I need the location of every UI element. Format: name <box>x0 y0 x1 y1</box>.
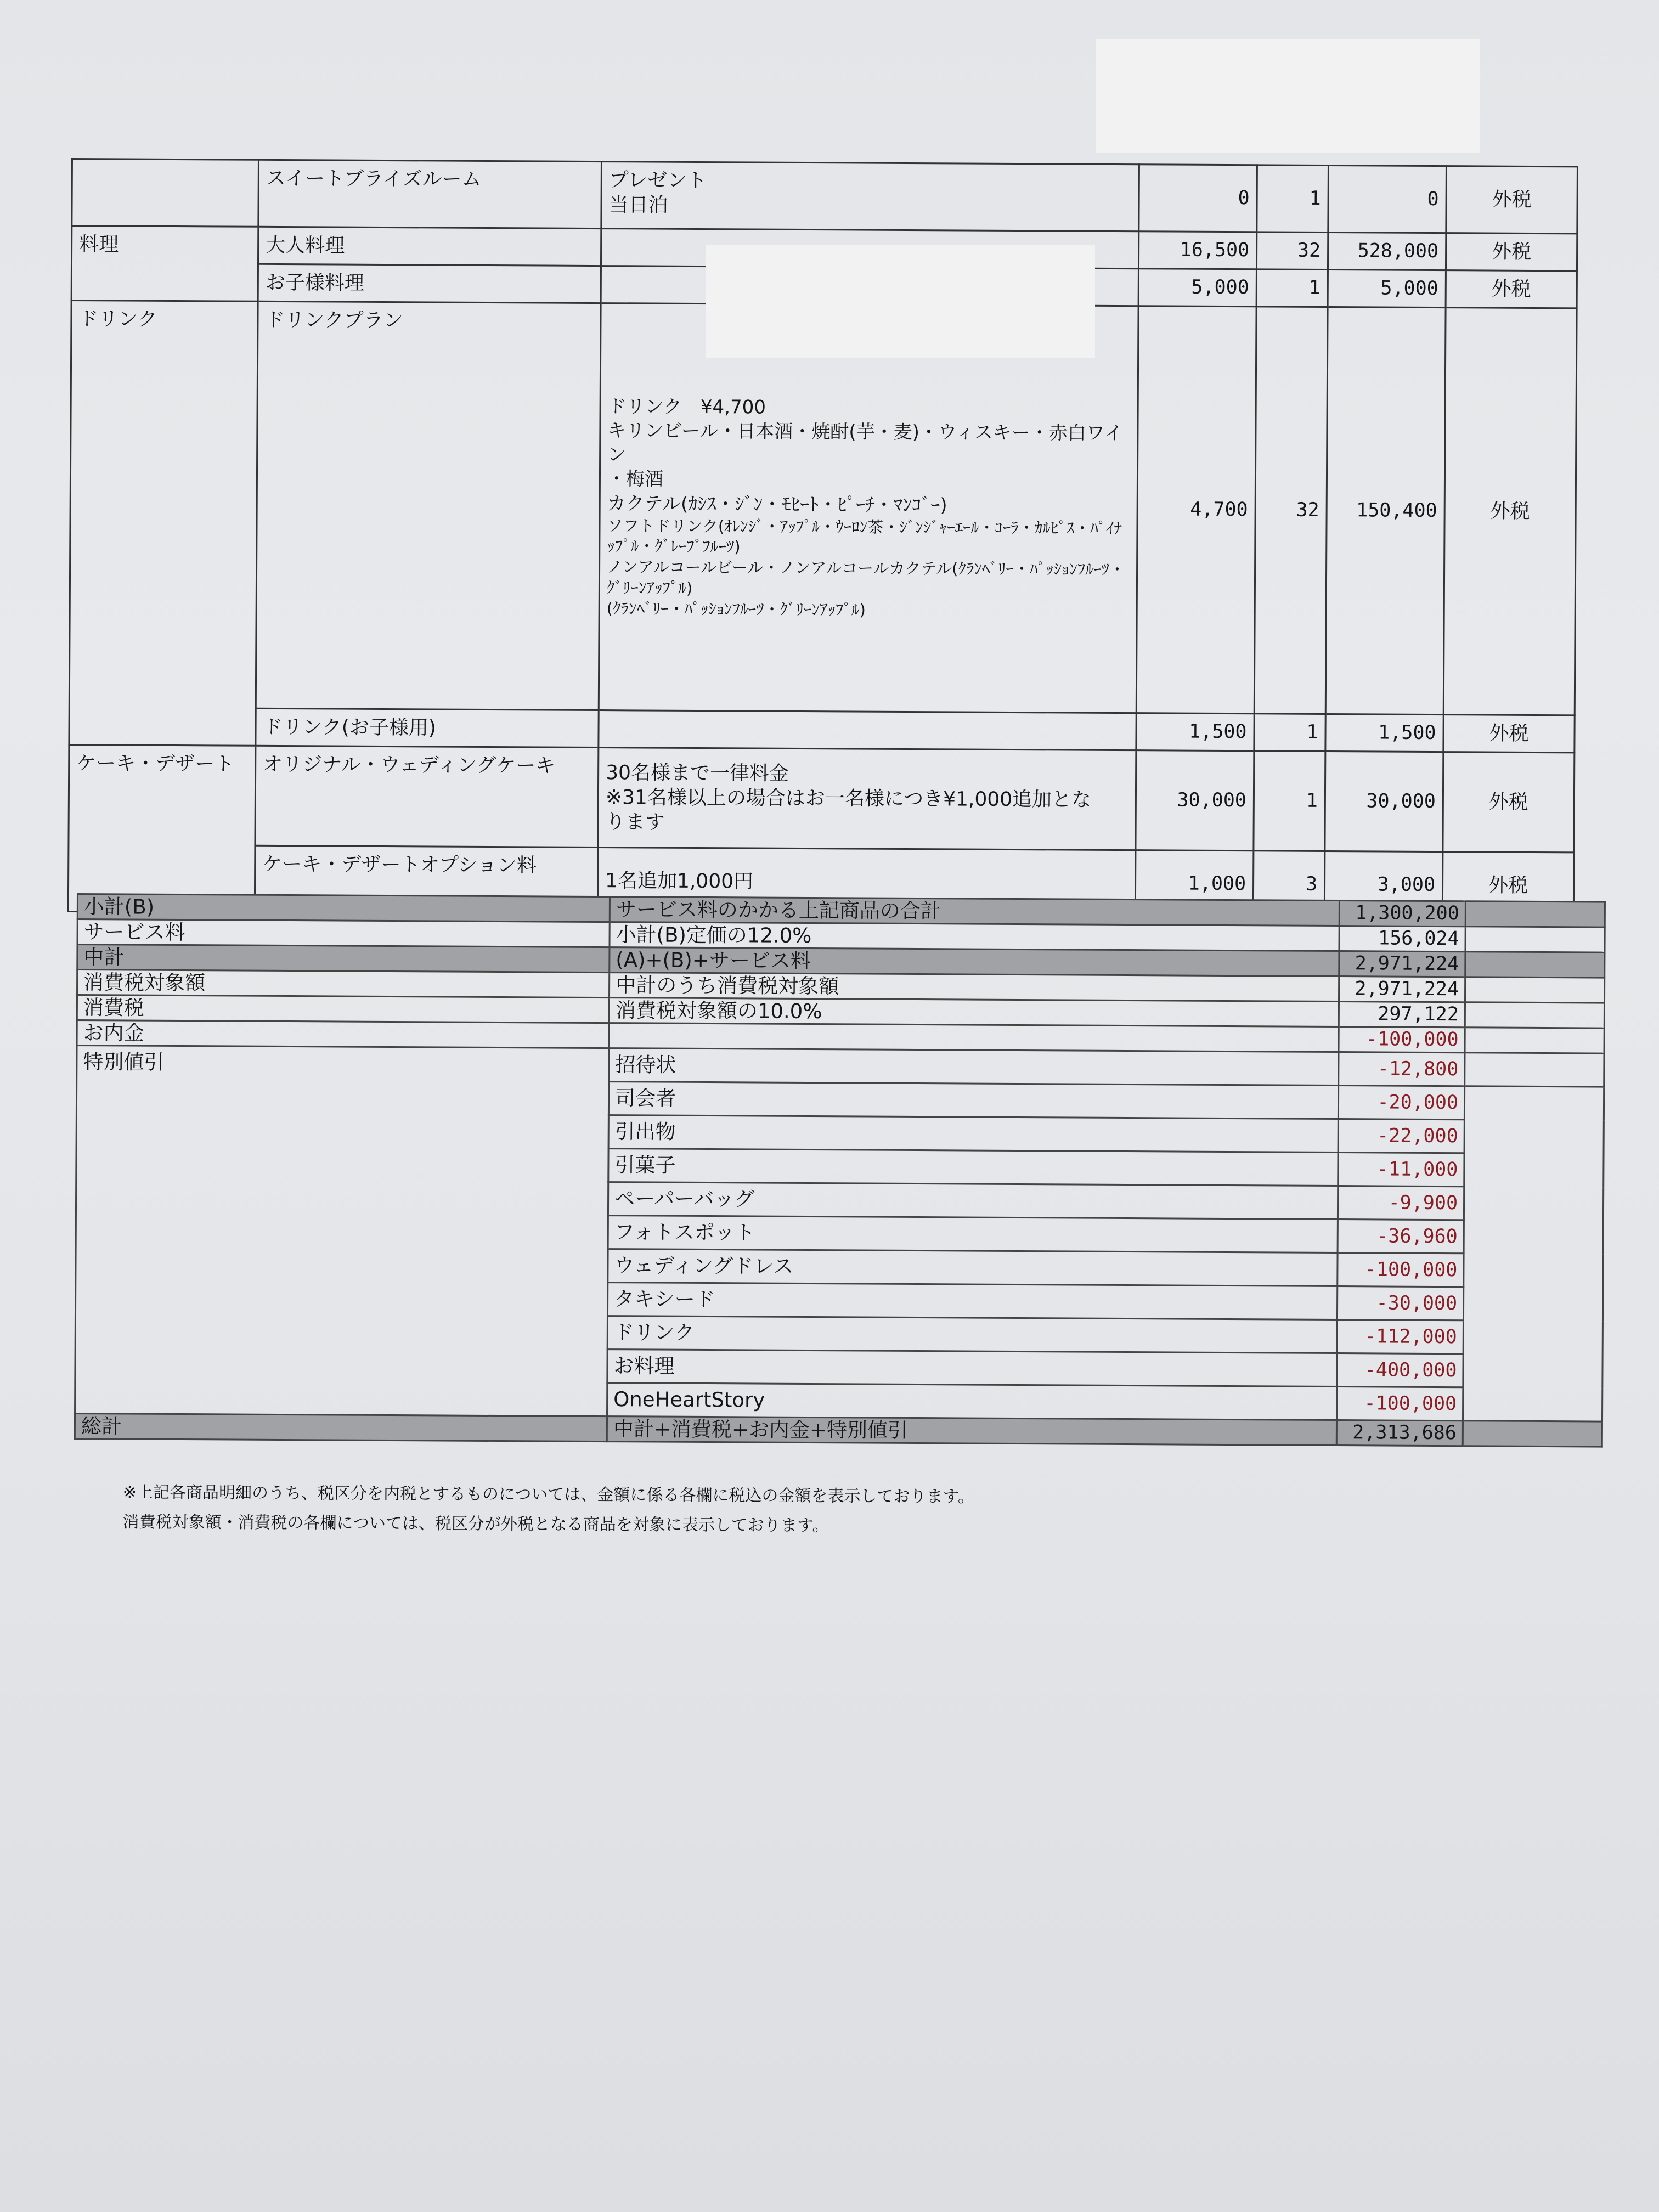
item-desc: 1名追加1,000円 <box>597 848 1136 917</box>
discount-name: 司会者 <box>608 1082 1338 1119</box>
quantity: 32 <box>1256 232 1328 270</box>
row-amount: 2,971,224 <box>1339 977 1465 1002</box>
discount-amount: -11,000 <box>1338 1153 1464 1187</box>
category-cell: ドリンク <box>69 301 258 746</box>
amount: 30,000 <box>1325 751 1443 851</box>
unit-price: 4,700 <box>1136 306 1256 714</box>
discount-name: 引出物 <box>608 1115 1338 1153</box>
quantity: 32 <box>1254 307 1328 714</box>
footnote: 消費税対象額・消費税の各欄については、税区分が外税となる商品を対象に表示しております。 <box>122 1512 829 1536</box>
row-amount: 1,300,200 <box>1339 901 1465 927</box>
discount-name: ウェディングドレス <box>608 1249 1338 1286</box>
grand-total-amount: 2,313,686 <box>1336 1420 1463 1446</box>
row-amount: 2,971,224 <box>1339 951 1465 977</box>
quantity: 1 <box>1254 751 1325 851</box>
row-amount: 297,122 <box>1339 1002 1465 1028</box>
row-label: 中計 <box>77 945 610 973</box>
discount-amount: -9,900 <box>1338 1186 1464 1220</box>
discount-amount: -100,000 <box>1338 1253 1464 1287</box>
discount-name: タキシード <box>607 1283 1337 1320</box>
redacted-area-top <box>1096 40 1480 153</box>
amount: 1,500 <box>1325 714 1443 752</box>
item-desc <box>599 710 1136 751</box>
item-name: ドリンクプラン <box>256 301 601 710</box>
discount-name: 招待状 <box>609 1048 1339 1086</box>
discount-amount: -100,000 <box>1337 1387 1463 1421</box>
discount-amount: -20,000 <box>1338 1086 1464 1120</box>
item-name: オリジナル・ウェディングケーキ <box>255 746 599 847</box>
category-cell <box>72 159 259 227</box>
quantity: 3 <box>1253 851 1325 918</box>
amount: 0 <box>1328 165 1447 233</box>
tax-type: 外税 <box>1446 233 1577 271</box>
row-label: お内金 <box>77 1020 609 1048</box>
unit-price: 30,000 <box>1136 751 1254 851</box>
discount-amount: -36,960 <box>1338 1220 1464 1254</box>
amount: 150,400 <box>1325 307 1446 714</box>
tax-type: 外税 <box>1443 752 1575 853</box>
unit-price: 1,500 <box>1136 713 1254 751</box>
quantity: 1 <box>1257 165 1329 233</box>
row-desc: 消費税対象額の10.0% <box>609 998 1339 1027</box>
item-name: ドリンク(お子様用) <box>256 708 599 747</box>
footnote: ※上記各商品明細のうち、税区分を内税とするものについては、金額に係る各欄に税込の金額を表示しております。 <box>122 1482 975 1507</box>
quantity: 1 <box>1256 269 1328 307</box>
redacted-area-middle <box>706 245 1095 358</box>
tax-type: 外税 <box>1443 308 1577 715</box>
table-row <box>69 744 1575 852</box>
discount-name: 引菓子 <box>608 1149 1338 1186</box>
row-amount: -100,000 <box>1339 1027 1465 1053</box>
totals-table <box>74 893 1606 1448</box>
row-label: 消費税対象額 <box>77 970 610 998</box>
discount-name: フォトスポット <box>608 1216 1338 1253</box>
unit-price: 16,500 <box>1138 232 1256 269</box>
category-cell: 料理 <box>71 226 258 302</box>
row-label: 総計 <box>75 1413 607 1441</box>
row-desc: 小計(B)定価の12.0% <box>610 922 1339 951</box>
item-desc: ドリンク ¥4,700 キリンビール・日本酒・焼酎(芋・麦)・ウィスキー・赤白ワイン ・梅酒 カクテル(ｶｼｽ・ｼﾞﾝ・ﾓﾋｰﾄ・ﾋﾟｰﾁ・ﾏﾝｺﾞｰ) ソフトドリンク(ｵﾚﾝｼﾞ・ｱｯﾌﾟﾙ・ｳｰﾛﾝ茶・ｼﾞﾝｼﾞｬｰｴｰﾙ・ｺｰﾗ・ｶﾙﾋﾟｽ・ﾊﾟｲﾅｯﾌﾟﾙ・ｸﾞﾚｰﾌﾟﾌﾙｰﾂ) ノンアルコールビール・ノンアルコールカクテル(ｸﾗﾝﾍﾞﾘｰ・ﾊﾟｯｼｮﾝﾌﾙｰﾂ・ｸﾞﾘｰﾝｱｯﾌﾟﾙ) (ｸﾗﾝﾍﾞﾘｰ・ﾊﾟｯｼｮﾝﾌﾙｰﾂ・ｸﾞﾘｰﾝｱｯﾌﾟﾙ) <box>599 303 1138 713</box>
discount-name: ペーパーバッグ <box>608 1182 1338 1220</box>
tax-type: 外税 <box>1442 852 1574 919</box>
row-desc <box>609 1023 1339 1052</box>
tax-type: 外税 <box>1446 166 1578 234</box>
discount-amount: -112,000 <box>1337 1320 1463 1354</box>
discount-amount: -400,000 <box>1337 1353 1463 1387</box>
amount: 5,000 <box>1328 269 1446 307</box>
item-name: お子様料理 <box>258 264 601 303</box>
row-label: 消費税 <box>77 995 609 1023</box>
row-amount: 156,024 <box>1339 926 1465 952</box>
item-name: ケーキ・デザートオプション料 <box>255 845 598 914</box>
unit-price: 1,000 <box>1135 850 1254 918</box>
discount-amount: -22,000 <box>1338 1119 1464 1153</box>
footnotes <box>122 1478 974 1542</box>
discount-amount: -30,000 <box>1337 1286 1463 1321</box>
item-desc: プレゼント 当日泊 <box>601 162 1139 232</box>
discount-name: お料理 <box>607 1350 1337 1387</box>
row-desc: サービス料のかかる上記商品の合計 <box>610 897 1339 926</box>
row-label: 特別値引 <box>75 1046 610 1417</box>
item-name: 大人料理 <box>258 227 601 266</box>
row-desc: 中計のうち消費税対象額 <box>610 973 1339 1002</box>
quantity: 1 <box>1254 714 1325 752</box>
item-name: スイートブライズルーム <box>258 160 602 228</box>
row-label: 小計(B) <box>77 894 610 922</box>
discount-amount: -12,800 <box>1339 1052 1465 1086</box>
row-label: サービス料 <box>77 919 610 947</box>
row-desc: 中計+消費税+お内金+特別値引 <box>607 1417 1336 1446</box>
tax-type: 外税 <box>1446 270 1577 308</box>
discount-name: OneHeartStory <box>607 1383 1337 1420</box>
discount-name: ドリンク <box>607 1316 1337 1353</box>
amount: 528,000 <box>1328 232 1446 270</box>
unit-price: 5,000 <box>1138 269 1256 307</box>
row-desc: (A)+(B)+サービス料 <box>610 947 1339 977</box>
amount: 3,000 <box>1324 851 1443 918</box>
tax-type: 外税 <box>1443 715 1575 753</box>
table-row <box>72 159 1578 234</box>
table-row <box>69 301 1577 715</box>
item-desc: 30名様まで一律料金 ※31名様以上の場合はお一名様につき¥1,000追加とな ります <box>598 748 1136 850</box>
category-cell: ケーキ・デザート <box>68 744 256 912</box>
unit-price: 0 <box>1139 165 1257 232</box>
